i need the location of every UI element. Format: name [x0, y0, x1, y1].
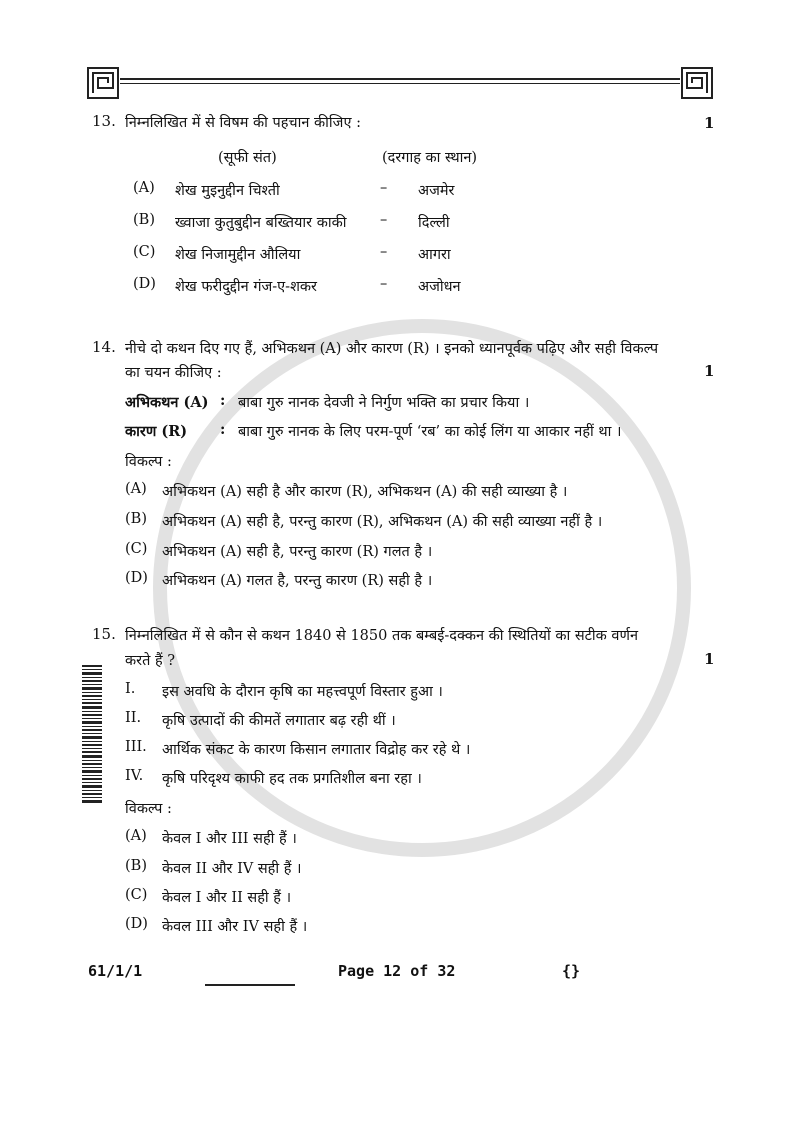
- assertion-text: बाबा गुरु नानक देवजी ने निर्गुण भक्ति का प्रचार किया ।: [238, 395, 530, 411]
- saint-name: ख्वाजा कुतुबुद्दीन बख्तियार काकी: [175, 215, 347, 231]
- dash: –: [380, 244, 388, 260]
- barcode-icon: [82, 665, 102, 805]
- row-label: (A): [133, 180, 155, 196]
- option-label: (A): [125, 481, 147, 497]
- saint-name: शेख मुइनुद्दीन चिश्ती: [175, 183, 280, 199]
- saint-name: शेख निजामुद्दीन औलिया: [175, 247, 301, 263]
- braces-mark: {}: [562, 962, 581, 980]
- statement-label: II.: [125, 710, 142, 726]
- statement-text: कृषि परिदृश्य काफी हद तक प्रगतिशील बना रहा ।: [162, 771, 422, 787]
- question-number: 14.: [92, 338, 116, 356]
- place-name: अजमेर: [418, 183, 455, 199]
- greek-key-corner-right-icon: [680, 66, 714, 100]
- reason-text: बाबा गुरु नानक के लिए परम-पूर्ण ‘रब’ का कोई लिंग या आकार नहीं था ।: [238, 424, 622, 440]
- statement-label: I.: [125, 681, 136, 697]
- question-text-line1: नीचे दो कथन दिए गए हैं, अभिकथन (A) और कारण (R) । इनको ध्यानपूर्वक पढ़िए और सही विकल्प: [125, 341, 659, 357]
- saint-name: शेख फरीदुद्दीन गंज-ए-शकर: [175, 279, 317, 295]
- place-name: दिल्ली: [418, 215, 450, 231]
- question-text-line2: का चयन कीजिए :: [125, 365, 222, 381]
- question-text: निम्नलिखित में से विषम की पहचान कीजिए :: [125, 115, 361, 131]
- row-label: (C): [133, 244, 156, 260]
- option-text: केवल I और II सही हैं ।: [162, 890, 292, 906]
- place-name: आगरा: [418, 247, 451, 263]
- column-header-saint: (सूफी संत): [218, 150, 277, 166]
- option-text: केवल III और IV सही हैं ।: [162, 919, 308, 935]
- dash: –: [380, 212, 388, 228]
- option-label: (A): [125, 828, 147, 844]
- statement-label: III.: [125, 739, 147, 755]
- option-label: (D): [125, 916, 148, 932]
- assertion-colon: :: [220, 392, 226, 409]
- question-text-line1: निम्नलिखित में से कौन से कथन 1840 से 1850 तक बम्बई-दक्कन की स्थितियों का सटीक वर्णन: [125, 628, 639, 644]
- blank-line: [205, 984, 295, 986]
- assertion-label: अभिकथन (A): [125, 394, 209, 411]
- option-label: (B): [125, 858, 147, 874]
- option-text: केवल I और III सही हैं ।: [162, 831, 297, 847]
- marks: 1: [704, 362, 715, 380]
- reason-colon: :: [220, 421, 226, 438]
- statement-text: आर्थिक संकट के कारण किसान लगातार विद्रोह कर रहे थे ।: [162, 742, 471, 758]
- options-heading: विकल्प :: [125, 454, 172, 470]
- option-label: (C): [125, 541, 148, 557]
- option-text: अभिकथन (A) सही है, परन्तु कारण (R) गलत है ।: [162, 544, 433, 560]
- option-text: अभिकथन (A) सही है और कारण (R), अभिकथन (A) की सही व्याख्या है ।: [162, 484, 568, 500]
- option-text: केवल II और IV सही हैं ।: [162, 861, 302, 877]
- options-heading: विकल्प :: [125, 801, 172, 817]
- marks: 1: [704, 650, 715, 668]
- question-text-line2: करते हैं ?: [125, 653, 176, 669]
- place-name: अजोधन: [418, 279, 461, 295]
- statement-text: इस अवधि के दौरान कृषि का महत्त्वपूर्ण विस्तार हुआ ।: [162, 684, 443, 700]
- option-text: अभिकथन (A) गलत है, परन्तु कारण (R) सही है ।: [162, 573, 433, 589]
- question-number: 15.: [92, 625, 116, 643]
- dash: –: [380, 276, 388, 292]
- option-label: (B): [125, 511, 147, 527]
- column-header-place: (दरगाह का स्थान): [382, 150, 478, 166]
- row-label: (B): [133, 212, 155, 228]
- statement-text: कृषि उत्पादों की कीमतें लगातार बढ़ रही थीं ।: [162, 713, 396, 729]
- greek-key-corner-left-icon: [86, 66, 120, 100]
- question-number: 13.: [92, 112, 116, 130]
- page-number: Page 12 of 32: [338, 962, 456, 980]
- dash: –: [380, 180, 388, 196]
- row-label: (D): [133, 276, 156, 292]
- marks: 1: [704, 114, 715, 132]
- top-border-line-inner: [120, 83, 680, 84]
- option-label: (C): [125, 887, 148, 903]
- top-border-line: [120, 78, 680, 80]
- option-label: (D): [125, 570, 148, 586]
- statement-label: IV.: [125, 768, 144, 784]
- reason-label: कारण (R): [125, 423, 188, 440]
- paper-code: 61/1/1: [88, 962, 143, 980]
- option-text: अभिकथन (A) सही है, परन्तु कारण (R), अभिकथन (A) की सही व्याख्या नहीं है ।: [162, 514, 603, 530]
